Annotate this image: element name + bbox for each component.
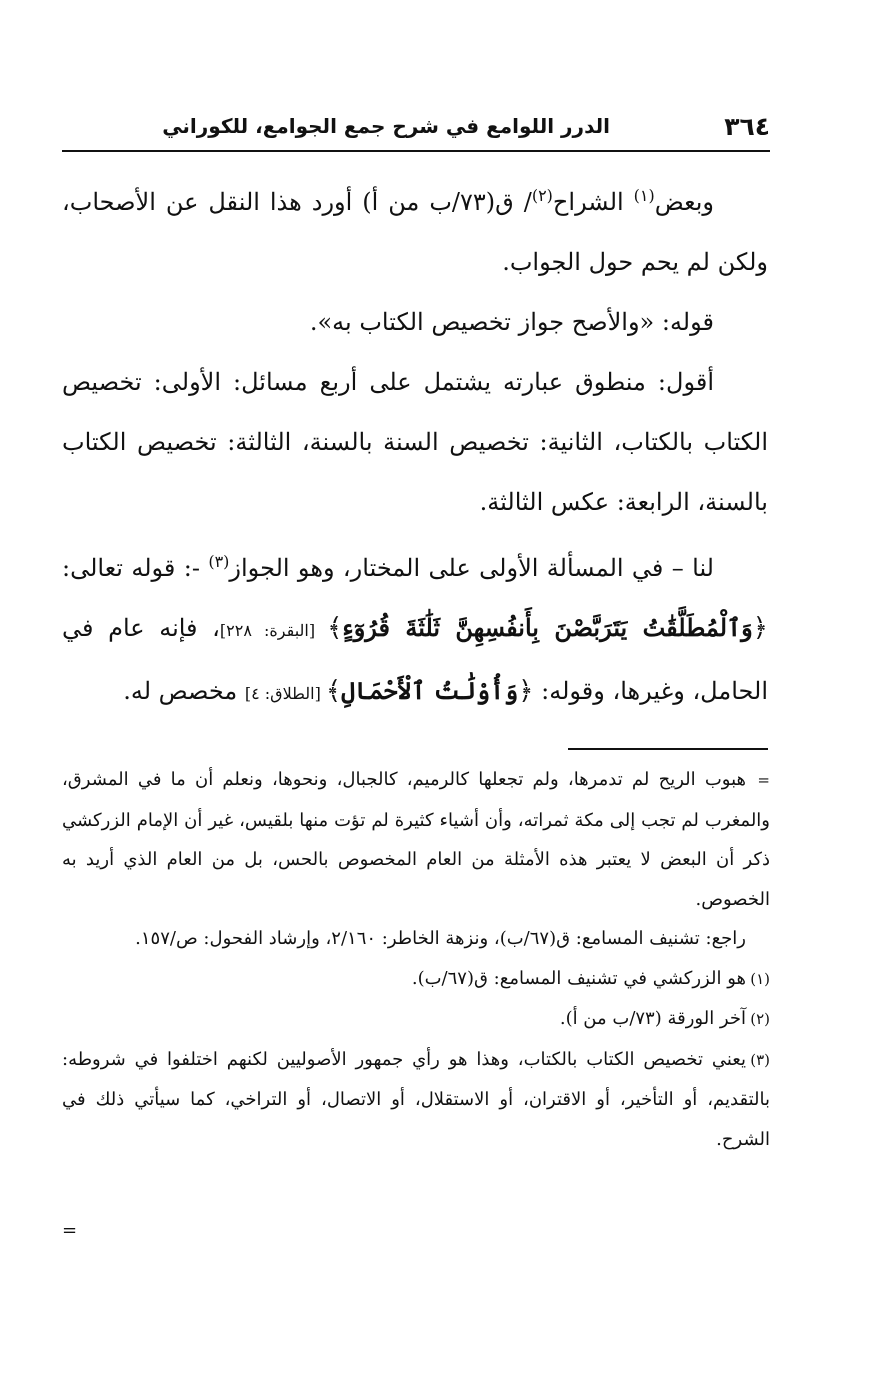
paragraph-2: قوله: «والأصح جواز تخصيص الكتاب به».: [309, 308, 714, 336]
ornate-bracket-close: ﴾: [327, 613, 343, 643]
footnote-separator: [568, 748, 768, 750]
page-number: ٣٦٤: [724, 112, 770, 141]
page-header: [62, 108, 770, 148]
continuation-text: هبوب الريح لم تدمرها، ولم تجعلها كالرميم، كالجبال، ونحوها، ونعلم أن ما في المشرق، والمغرب لم تجب إلى مكة ثمراته، وأن أشياء كثيرة لم تؤت منها بلقيس، غير أن الإمام الزركشي ذكر أن البعض لا يعتبر هذه الأمثلة من العام المخصوص بالحس، بل من العام الذي أريد به الخصوص.: [62, 769, 770, 910]
verse-source-2: [الطلاق: ٤]: [244, 684, 326, 703]
paragraph-4: [62, 532, 768, 724]
footnote-number: (٢): [750, 1010, 770, 1028]
footnote-2: [62, 999, 770, 1040]
footnote-ref-1: (١): [633, 186, 655, 205]
verse-source-1: [البقرة: ٢٢٨]: [219, 621, 328, 640]
header-rule: [62, 150, 770, 152]
footnote-ref-3: (٣): [208, 552, 230, 571]
quran-verse-1: وَٱلْمُطَلَّقَٰتُ يَتَرَبَّصْنَ بِأَنفُسِهِنَّ ثَلَٰثَةَ قُرُوٓءٍ: [342, 613, 753, 642]
footnote-text: يعني تخصيص الكتاب بالكتاب، وهذا هو رأي جمهور الأصوليين لكنهم اختلفوا في شروطه: بالتقديم، أو التأخير، أو الاقتران، أو الاستقلال، أو الاتصال، أو التراخي، كما سيأتي ذلك في الشرح.: [62, 1048, 770, 1150]
footnote-number: (٣): [750, 1050, 770, 1069]
running-title: الدرر اللوامع في شرح جمع الجوامع، للكوراني: [162, 114, 610, 138]
text-run: مخصص له.: [123, 677, 245, 705]
paragraph-3: أقول: منطوق عبارته يشتمل على أربع مسائل: الأولى: تخصيص الكتاب بالكتاب، الثانية: تخصيص السنة بالسنة، الثالثة: تخصيص الكتاب بالسنة، الرابعة: عكس الثالثة.: [62, 368, 768, 516]
footnote-1: [62, 959, 770, 1000]
paragraph-1: [62, 166, 768, 292]
text-run: وبعض: [654, 188, 714, 216]
ornate-bracket-open: ﴿: [518, 676, 534, 706]
text-run: -: قوله تعالى:: [62, 554, 209, 582]
footnote-text: آخر الورقة (٧٣/ب من أ).: [559, 1008, 746, 1029]
footnote-3: [62, 1040, 770, 1160]
continuation-marker: =: [757, 771, 770, 789]
footnote-references: راجع: تشنيف المسامع: ق(٦٧/ب)، ونزهة الخاطر: ٢/١٦٠، وإرشاد الفحول: ص/١٥٧.: [135, 928, 746, 949]
footnote-continuation: [62, 760, 770, 919]
footnotes: [62, 760, 770, 1159]
text-run: الشراح: [552, 188, 634, 216]
ornate-bracket-open: ﴿: [752, 613, 768, 643]
text-run: لنا – في المسألة الأولى على المختار، وهو الجواز: [229, 554, 714, 582]
footnote-text: هو الزركشي في تشنيف المسامع: ق(٦٧/ب).: [411, 967, 746, 989]
main-text: [62, 166, 768, 724]
footnote-number: (١): [750, 969, 770, 988]
text-run: / ق(٧٣/ب من أ) أورد هذا النقل عن الأصحاب، ولكن لم يحم حول الجواب.: [62, 188, 768, 276]
continued-marker: =: [62, 1220, 78, 1241]
ornate-bracket-close: ﴾: [325, 676, 342, 706]
quran-verse-2: وَأُوْلَٰتُ ٱلْأَحْمَالِ: [341, 676, 519, 705]
text-run: ، فإنه عام في الحامل، وغيرها، وقوله:: [62, 614, 768, 705]
footnote-ref-2: (٢): [531, 186, 553, 205]
